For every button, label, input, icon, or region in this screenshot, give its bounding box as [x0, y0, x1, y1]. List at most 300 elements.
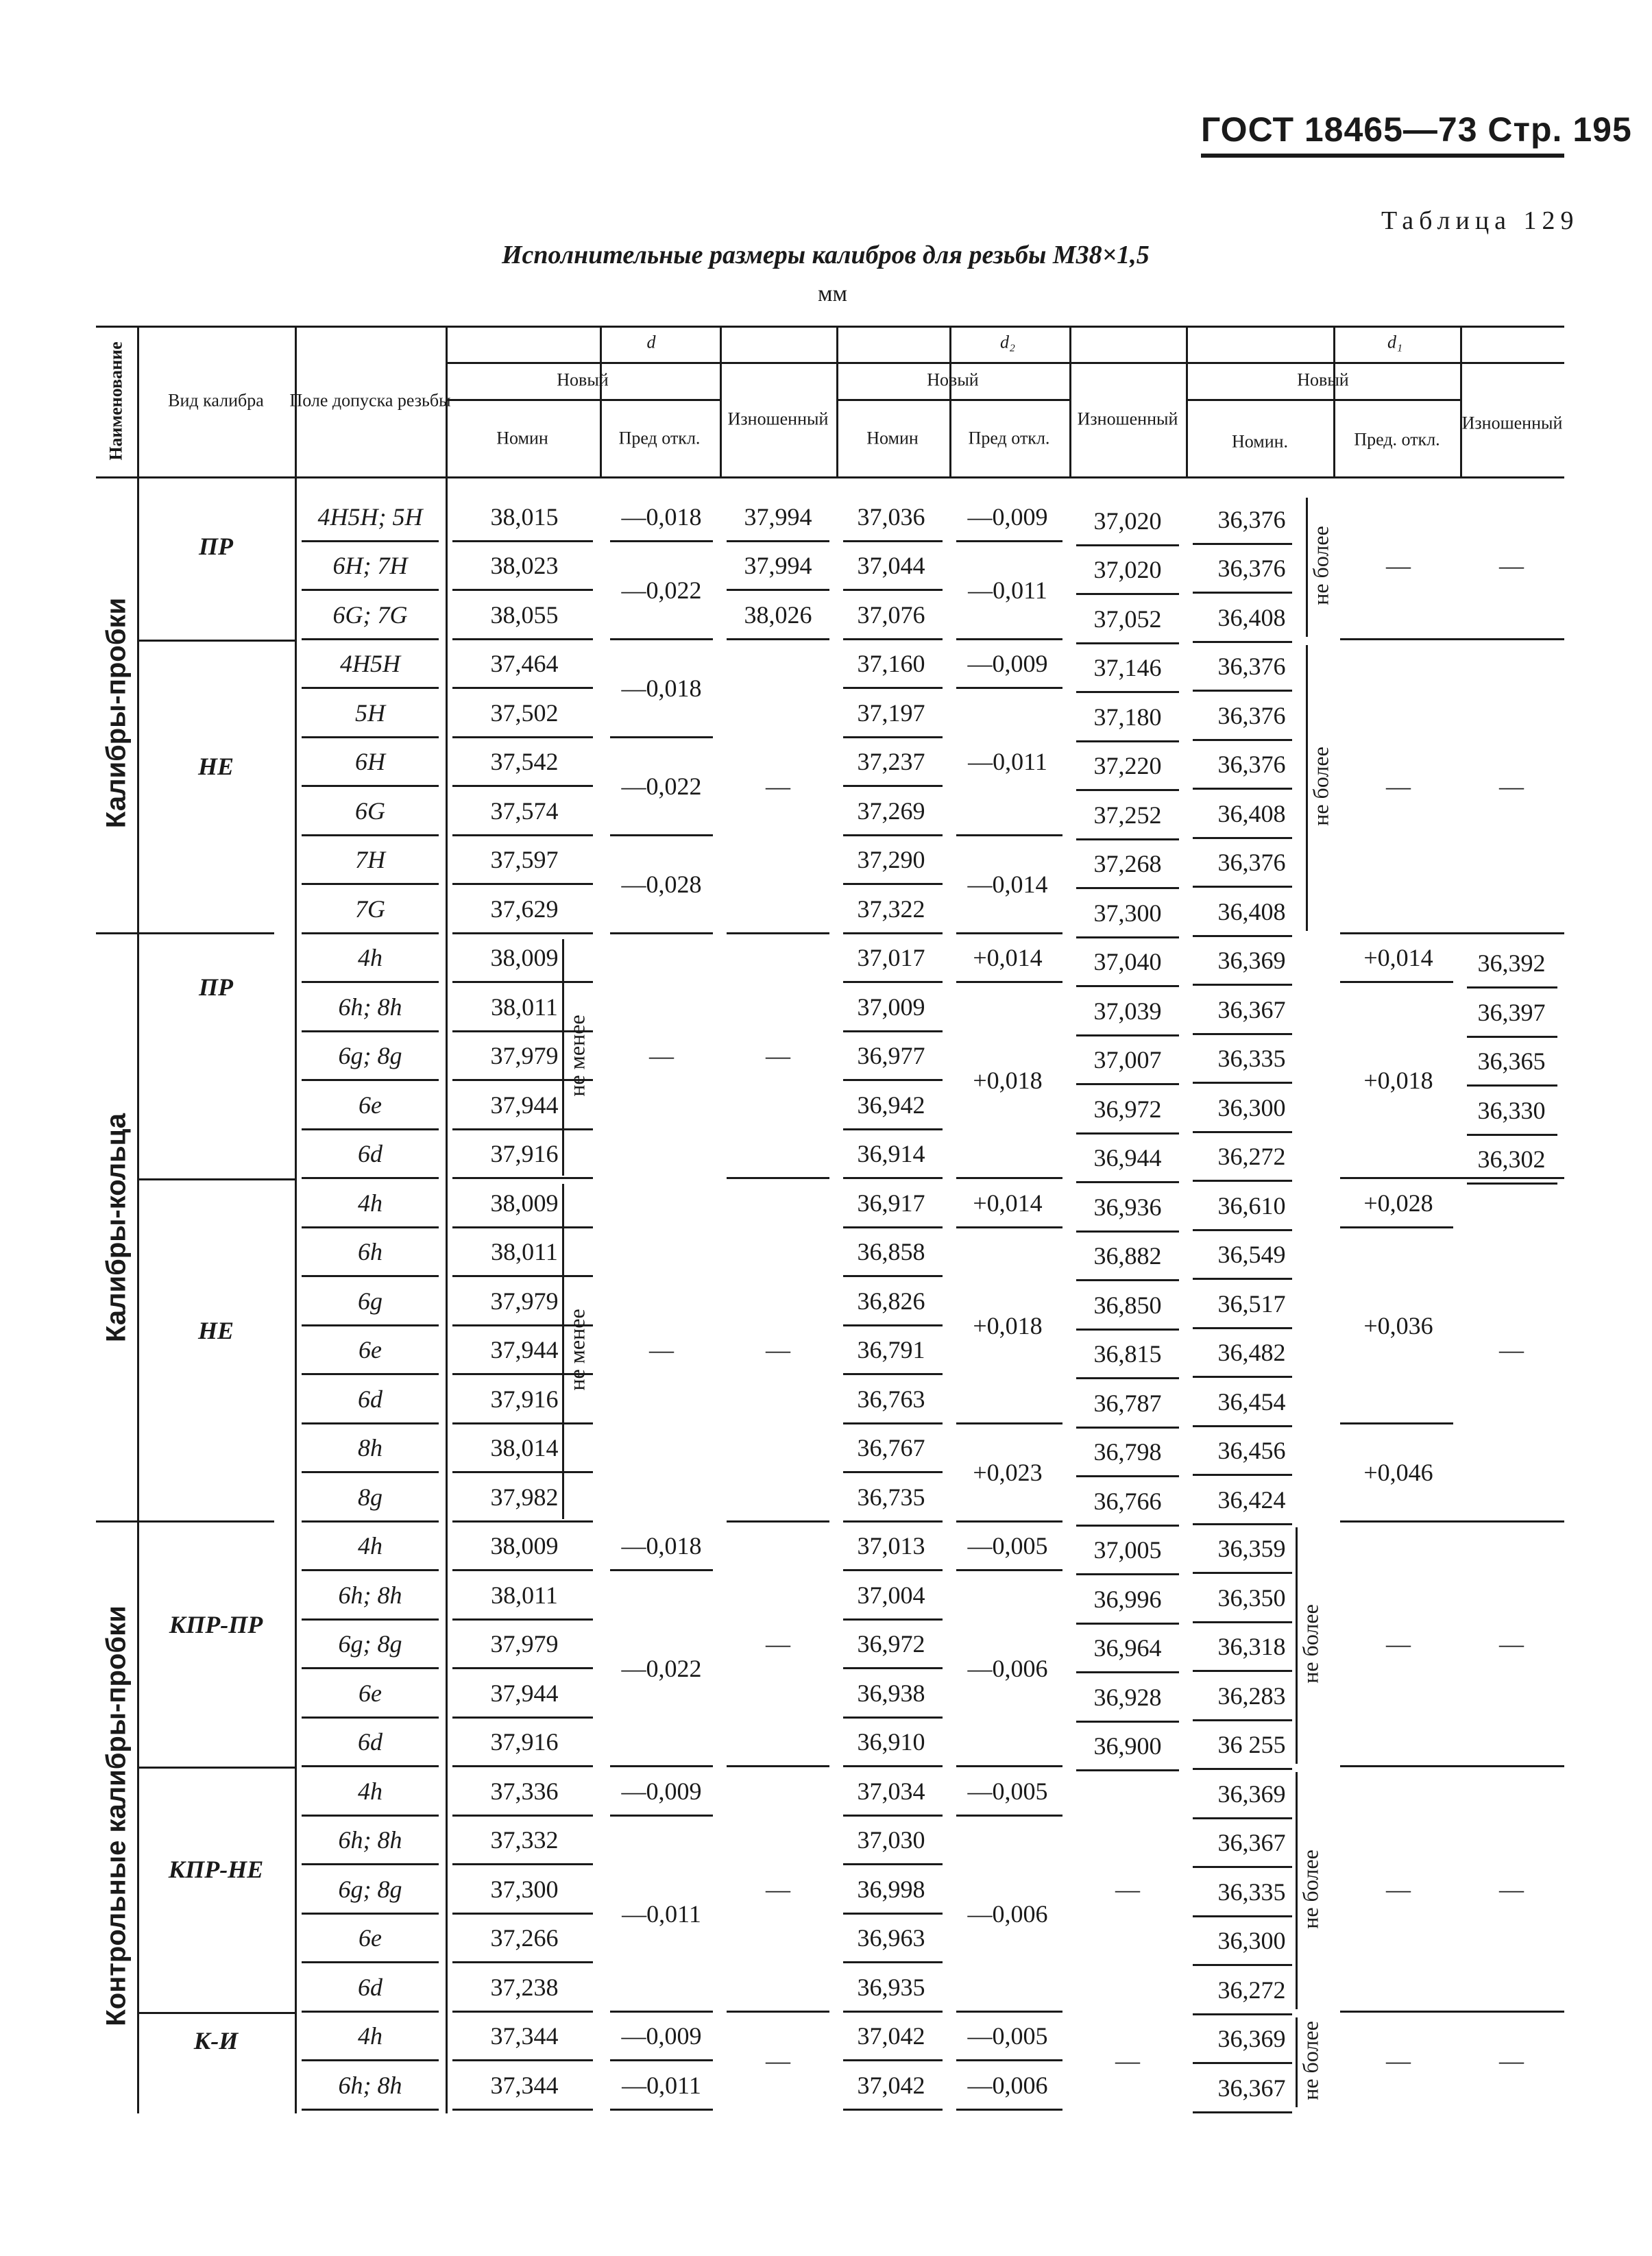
row-rule [1193, 2013, 1292, 2015]
row-rule [843, 736, 943, 738]
d2-nominal: 36,767 [857, 1434, 925, 1462]
d-nominal: 38,011 [491, 1581, 558, 1609]
row-rule [302, 932, 439, 934]
d-deviation: —0,018 [621, 675, 702, 702]
d2-worn: 36,900 [1093, 1732, 1162, 1760]
d2-worn: 37,146 [1093, 654, 1162, 682]
row-rule [956, 1422, 1062, 1424]
note-ne-menee: не менее [564, 1015, 590, 1097]
row-rule [956, 1520, 1062, 1523]
d2-nominal: 37,042 [857, 2022, 925, 2050]
empty-dash: — [1499, 1630, 1524, 1658]
tolerance-field: 6H; 7H [332, 552, 408, 580]
d2-worn: 36,850 [1093, 1291, 1162, 1319]
row-rule [452, 1913, 593, 1915]
header-group-rule [446, 362, 1564, 364]
row-rule [843, 1618, 943, 1621]
d2-worn: 37,300 [1093, 899, 1162, 927]
tolerance-field: 6G; 7G [332, 601, 408, 629]
d1-nominal: 36,408 [1217, 799, 1286, 827]
row-rule [610, 736, 713, 738]
header-sub-rule [1186, 399, 1460, 401]
row-rule [843, 834, 943, 836]
row-rule [843, 1863, 943, 1865]
d2-nominal: 37,197 [857, 699, 925, 727]
d1-nominal: 36,482 [1217, 1339, 1286, 1367]
d-deviation: —0,011 [622, 2071, 701, 2099]
row-rule [1467, 986, 1557, 988]
tolerance-field: 7H [355, 846, 385, 874]
row-rule [1193, 1817, 1292, 1819]
d2-nominal: 37,042 [857, 2071, 925, 2099]
row-rule [1193, 1964, 1292, 1966]
d-nominal: 37,944 [490, 1091, 559, 1119]
row-rule [956, 1569, 1062, 1571]
section-separator [96, 932, 274, 934]
table-title: Исполнительные размеры калибров для резьбы M38×1,5 [502, 241, 1150, 269]
header-pred-d1: Пред. откл. [1354, 429, 1440, 450]
row-rule [452, 981, 593, 983]
d2-worn: 37,005 [1093, 1536, 1162, 1564]
d2-nominal: 36,791 [857, 1336, 925, 1364]
row-rule [302, 1177, 439, 1179]
d2-worn: 37,040 [1093, 948, 1162, 976]
d2-worn: 36,964 [1093, 1634, 1162, 1662]
header-noviy-d: Новый [557, 369, 609, 390]
row-rule [1076, 593, 1179, 595]
d2-deviation: —0,006 [967, 1655, 1048, 1682]
d-nominal: 37,336 [490, 1777, 559, 1805]
row-rule [1076, 1377, 1179, 1379]
row-rule [452, 540, 593, 542]
empty-dash: — [766, 773, 790, 800]
row-rule [302, 1863, 439, 1865]
row-rule [1193, 1278, 1292, 1280]
row-rule [452, 1569, 593, 1571]
d2-nominal: 37,017 [857, 944, 925, 972]
d1-nominal: 36,454 [1217, 1387, 1286, 1416]
d1-nominal: 36,376 [1217, 849, 1286, 877]
row-rule [956, 638, 1062, 640]
header-d1: d₁ [1387, 332, 1403, 352]
row-rule [1467, 1134, 1557, 1136]
row-rule [302, 883, 439, 885]
d-nominal: 37,916 [490, 1385, 559, 1413]
d2-nominal: 36,972 [857, 1630, 925, 1658]
d-worn: 38,026 [744, 601, 812, 629]
row-rule [302, 1030, 439, 1032]
d1-nominal: 36,376 [1217, 555, 1286, 583]
row-rule [302, 1128, 439, 1130]
row-rule [843, 1030, 943, 1032]
empty-dash: — [1499, 1875, 1524, 1903]
d2-deviation: —0,006 [967, 1900, 1048, 1928]
header-worn-d1: Изношенный [1461, 413, 1563, 433]
row-rule [610, 932, 713, 934]
empty-dash: — [766, 1336, 790, 1364]
row-rule [1193, 1425, 1292, 1427]
row-rule [302, 785, 439, 787]
row-rule [302, 1520, 439, 1523]
d1-nominal: 36,369 [1217, 947, 1286, 975]
note-ne-bolee: не более [1298, 1604, 1323, 1684]
empty-dash: — [1499, 1336, 1524, 1364]
row-rule [452, 1226, 593, 1228]
row-rule [843, 1815, 943, 1817]
d-deviation: —0,009 [621, 2022, 702, 2050]
header-nomin-d1: Номин. [1231, 431, 1289, 452]
d1-nominal: 36,359 [1217, 1535, 1286, 1563]
row-rule [956, 2011, 1062, 2013]
row-rule [1076, 1181, 1179, 1183]
row-rule [1193, 1229, 1292, 1231]
row-rule [452, 1275, 593, 1277]
row-rule [843, 1177, 943, 1179]
row-rule [1193, 739, 1292, 741]
d-deviation: —0,011 [622, 1900, 701, 1928]
row-rule [1193, 1376, 1292, 1378]
d2-worn: 37,052 [1093, 605, 1162, 633]
row-rule [302, 1569, 439, 1571]
group-rule [727, 1520, 829, 1523]
row-rule [610, 540, 713, 542]
row-rule [1076, 740, 1179, 742]
empty-dash: — [766, 2047, 790, 2074]
row-rule [452, 736, 593, 738]
header-worn-d: Изношенный [727, 409, 829, 429]
group-rule [137, 2012, 295, 2014]
d-nominal: 37,344 [490, 2071, 559, 2099]
row-rule [452, 2059, 593, 2061]
d2-nominal: 37,160 [857, 650, 925, 678]
d1-worn: 36,302 [1477, 1145, 1546, 1174]
d2-deviation: —0,005 [967, 1777, 1048, 1805]
d2-deviation: —0,011 [968, 748, 1047, 776]
d2-worn: 37,220 [1093, 752, 1162, 780]
d2-worn: 37,020 [1093, 507, 1162, 535]
row-rule [610, 2059, 713, 2061]
d2-worn: 37,039 [1093, 997, 1162, 1025]
d2-nominal: 36,935 [857, 1973, 925, 2001]
header-nomin-d2: Номин [866, 428, 919, 448]
tolerance-field: 6h; 8h [338, 1826, 402, 1854]
row-rule [610, 1765, 713, 1767]
row-rule [452, 1520, 593, 1523]
d-nominal: 37,300 [490, 1875, 559, 1903]
d2-worn: 37,268 [1093, 850, 1162, 878]
d1-nominal: 36,408 [1217, 897, 1286, 925]
d2-worn: 37,020 [1093, 556, 1162, 584]
d-nominal: 37,238 [490, 1973, 559, 2001]
d2-nominal: 37,269 [857, 797, 925, 825]
d-deviation: —0,009 [621, 1777, 702, 1805]
d-nominal: 37,982 [490, 1483, 559, 1511]
d2-worn: 36,996 [1093, 1585, 1162, 1613]
row-rule [843, 1569, 943, 1571]
row-rule [452, 2011, 593, 2013]
d2-nominal: 37,044 [857, 552, 925, 580]
group-rule [727, 1177, 829, 1179]
row-rule [302, 589, 439, 591]
tolerance-field: 4H5H [340, 650, 400, 678]
row-rule [1340, 981, 1453, 983]
d2-worn: 36,882 [1093, 1242, 1162, 1270]
header-col-rule [1460, 326, 1462, 476]
d1-nominal: 36,367 [1217, 2074, 1286, 2102]
header-sub-rule [446, 399, 720, 401]
d2-deviation: +0,018 [973, 1311, 1043, 1339]
row-rule [452, 1667, 593, 1669]
tolerance-field: 4h [358, 1532, 382, 1560]
row-rule [610, 2109, 713, 2111]
d-nominal: 37,944 [490, 1679, 559, 1707]
note-ne-menee: не менее [564, 1309, 590, 1391]
empty-dash: — [1386, 2047, 1411, 2074]
row-rule [1076, 1769, 1179, 1771]
row-rule [1193, 592, 1292, 594]
d2-deviation: —0,009 [967, 650, 1048, 678]
row-rule [956, 1226, 1062, 1228]
d-nominal: 38,023 [490, 552, 559, 580]
empty-dash: — [766, 1630, 790, 1658]
d2-worn: 36,972 [1093, 1095, 1162, 1123]
tolerance-field: 6g; 8g [338, 1042, 402, 1070]
row-rule [956, 932, 1062, 934]
row-rule [302, 638, 439, 640]
tolerance-field: 4h [358, 1777, 382, 1805]
d1-nominal: 36,367 [1217, 1829, 1286, 1857]
d1-deviation: +0,028 [1363, 1189, 1433, 1217]
tolerance-field: 6H [355, 748, 385, 776]
header-col-rule [137, 326, 139, 476]
row-rule [727, 540, 829, 542]
d-nominal: 37,464 [490, 650, 559, 678]
row-rule [302, 2011, 439, 2013]
d-nominal: 38,055 [490, 601, 559, 629]
row-rule [452, 1765, 593, 1767]
tolerance-field: 6g; 8g [338, 1875, 402, 1903]
section-label: Контрольные калибры-пробки [101, 1605, 132, 2026]
d1-worn: 36,365 [1477, 1047, 1546, 1076]
d1-nominal: 36,376 [1217, 505, 1286, 533]
row-rule [843, 883, 943, 885]
row-rule [302, 540, 439, 542]
d2-nominal: 36,858 [857, 1238, 925, 1266]
header-vid-kalibra: Вид калибра [168, 390, 264, 411]
row-rule [302, 736, 439, 738]
row-rule [1193, 837, 1292, 839]
d-nominal: 37,944 [490, 1336, 559, 1364]
header-d2: d₂ [999, 332, 1016, 352]
tolerance-field: 6h; 8h [338, 993, 402, 1021]
row-rule [1193, 1033, 1292, 1035]
header-d: d [646, 332, 656, 352]
row-rule [302, 1422, 439, 1424]
d1-worn: 36,397 [1477, 998, 1546, 1026]
tolerance-field: 6d [358, 1385, 382, 1413]
header-noviy-d2: Новый [927, 369, 979, 390]
row-rule [843, 1520, 943, 1523]
tolerance-field: 6d [358, 1140, 382, 1168]
d2-nominal: 36,763 [857, 1385, 925, 1413]
d2-nominal: 37,322 [857, 895, 925, 923]
row-rule [1193, 1866, 1292, 1868]
d2-worn: 37,007 [1093, 1046, 1162, 1074]
row-rule [956, 1815, 1062, 1817]
d2-nominal: 36,977 [857, 1042, 925, 1070]
d2-nominal: 36,910 [857, 1728, 925, 1756]
row-rule [302, 834, 439, 836]
row-rule [1467, 1036, 1557, 1038]
d1-nominal: 36,369 [1217, 1780, 1286, 1808]
row-rule [1193, 690, 1292, 692]
row-rule [956, 2109, 1062, 2111]
row-rule [1193, 1719, 1292, 1721]
row-rule [302, 1226, 439, 1228]
note-ne-bolee: не более [1308, 526, 1333, 606]
row-rule [452, 687, 593, 689]
row-rule [1193, 788, 1292, 790]
d2-nominal: 37,036 [857, 502, 925, 531]
page-header: ГОСТ 18465—73 Стр. 195 [1201, 110, 1632, 149]
row-rule [843, 1128, 943, 1130]
row-rule [302, 981, 439, 983]
d1-nominal: 36,335 [1217, 1878, 1286, 1906]
empty-dash: — [1115, 1875, 1140, 1903]
d2-deviation: +0,014 [973, 944, 1043, 972]
row-rule [1076, 1230, 1179, 1233]
group-rule [137, 1178, 295, 1180]
row-rule [843, 1324, 943, 1326]
note-ne-bolee: не более [1298, 1849, 1323, 1929]
header-col-rule [836, 326, 838, 476]
row-rule [302, 1275, 439, 1277]
row-rule [956, 834, 1062, 836]
row-rule [956, 1765, 1062, 1767]
row-rule [1076, 1623, 1179, 1625]
row-rule [610, 1569, 713, 1571]
group-rule [1340, 638, 1564, 640]
row-rule [1193, 984, 1292, 986]
d-nominal: 37,597 [490, 846, 559, 874]
d-nominal: 37,266 [490, 1924, 559, 1952]
row-rule [1193, 1180, 1292, 1182]
row-rule [1193, 2111, 1292, 2113]
d1-nominal: 36,408 [1217, 603, 1286, 631]
d-nominal: 37,332 [490, 1826, 559, 1854]
group-rule [727, 2011, 829, 2013]
row-rule [1076, 1525, 1179, 1527]
row-rule [843, 687, 943, 689]
d2-nominal: 37,004 [857, 1581, 925, 1609]
row-rule [1076, 1132, 1179, 1135]
d2-nominal: 37,237 [857, 748, 925, 776]
row-rule [956, 981, 1062, 983]
d1-nominal: 36,367 [1217, 995, 1286, 1023]
d-deviation: —0,022 [621, 577, 702, 604]
row-rule [1193, 1327, 1292, 1329]
row-rule [452, 1471, 593, 1473]
group-rule [727, 1765, 829, 1767]
d-nominal: 37,542 [490, 748, 559, 776]
row-rule [610, 834, 713, 836]
d1-nominal: 36,283 [1217, 1682, 1286, 1710]
row-rule [843, 540, 943, 542]
row-rule [610, 638, 713, 640]
gauge-type-label: КПР-ПР [169, 1610, 263, 1638]
row-rule [302, 1913, 439, 1915]
d2-deviation: —0,014 [967, 871, 1048, 898]
d2-deviation: —0,006 [967, 2071, 1048, 2099]
d-worn: 37,994 [744, 552, 812, 580]
header-col-rule [600, 326, 602, 476]
row-rule [956, 1177, 1062, 1179]
tolerance-field: 8g [358, 1483, 382, 1511]
row-rule [1076, 1427, 1179, 1429]
note-ne-bolee: не более [1308, 747, 1333, 826]
d-nominal: 37,916 [490, 1140, 559, 1168]
row-rule [1193, 1131, 1292, 1133]
d2-nominal: 37,290 [857, 846, 925, 874]
d2-worn: 36,928 [1093, 1683, 1162, 1711]
row-rule [843, 1226, 943, 1228]
row-rule [843, 932, 943, 934]
row-rule [1193, 1768, 1292, 1770]
row-rule [452, 1618, 593, 1621]
row-rule [843, 981, 943, 983]
group-rule [1340, 2011, 1564, 2013]
row-rule [302, 2059, 439, 2061]
row-rule [843, 589, 943, 591]
d-deviation: —0,028 [621, 871, 702, 898]
d1-nominal: 36,517 [1217, 1289, 1286, 1318]
d2-nominal: 36,735 [857, 1483, 925, 1511]
d1-deviation: +0,014 [1363, 944, 1433, 972]
note-ne-bolee: не более [1298, 2021, 1323, 2100]
row-rule [1076, 642, 1179, 644]
empty-dash: — [649, 1336, 674, 1364]
d2-nominal: 36,917 [857, 1189, 925, 1217]
row-rule [452, 1177, 593, 1179]
header-pred-d2: Пред откл. [968, 428, 1050, 448]
header-col-rule [1333, 326, 1335, 476]
d2-nominal: 36,938 [857, 1679, 925, 1707]
empty-dash: — [1115, 2047, 1140, 2074]
d-nominal: 37,502 [490, 699, 559, 727]
tolerance-field: 8h [358, 1434, 382, 1462]
row-rule [1193, 1915, 1292, 1917]
row-rule [843, 2011, 943, 2013]
row-rule [1076, 887, 1179, 889]
d1-nominal: 36,350 [1217, 1584, 1286, 1612]
group-rule [1340, 1177, 1564, 1179]
group-rule [1340, 1520, 1564, 1523]
tolerance-field: 6d [358, 1973, 382, 2001]
d1-nominal: 36,549 [1217, 1241, 1286, 1269]
gauge-type-label: НЕ [197, 753, 234, 781]
row-rule [1193, 1572, 1292, 1574]
group-rule [1340, 1765, 1564, 1767]
row-rule [302, 687, 439, 689]
row-rule [302, 1667, 439, 1669]
header-top-rule [96, 326, 1564, 328]
row-rule [956, 687, 1062, 689]
header-pole-dopuska: Поле допуска резьбы [289, 390, 451, 411]
d1-nominal: 36,300 [1217, 1927, 1286, 1955]
d2-nominal: 37,034 [857, 1777, 925, 1805]
row-rule [727, 589, 829, 591]
row-rule [610, 1815, 713, 1817]
